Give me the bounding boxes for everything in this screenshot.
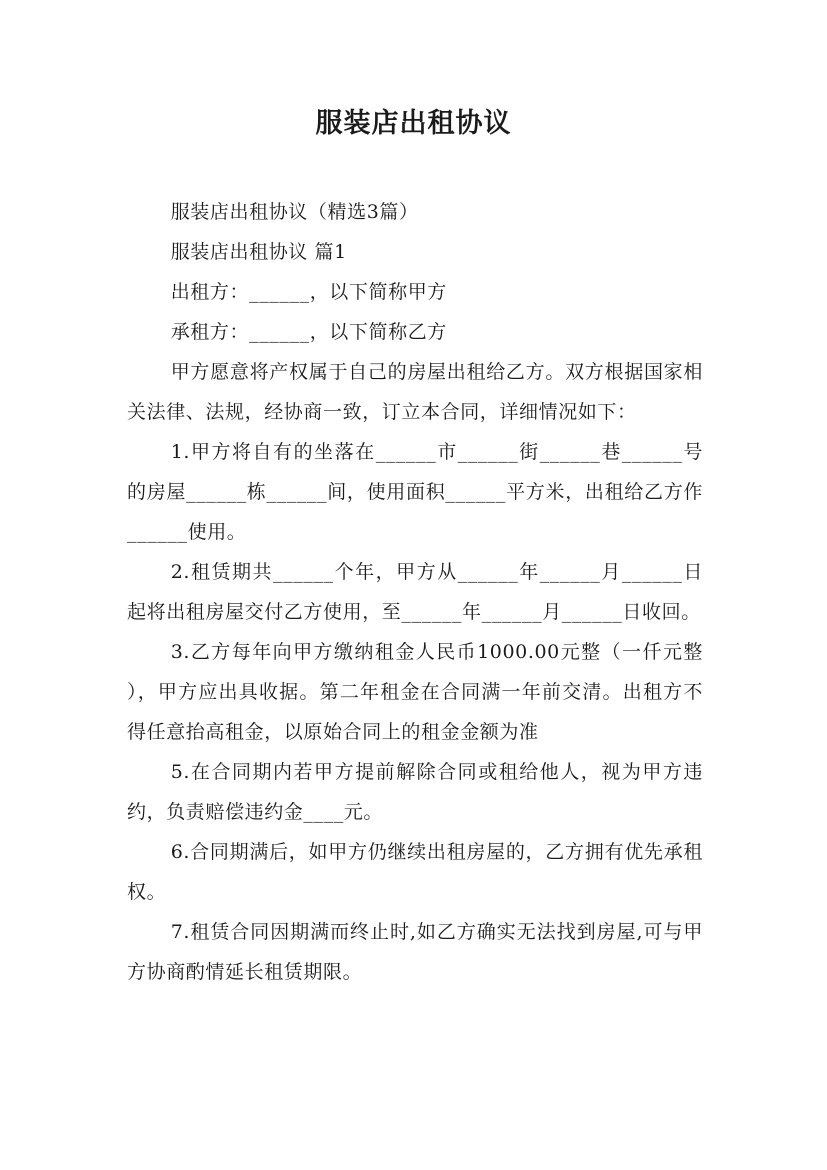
document-body <box>127 192 703 992</box>
lessor-line: 出租方：______，以下简称甲方 <box>170 281 447 303</box>
section-heading: 服装店出租协议 篇1 <box>170 241 347 263</box>
clause-7: 7.租赁合同因期满而终止时,如乙方确实无法找到房屋,可与甲方协商酌情延长租赁期限。 <box>127 921 703 983</box>
document-title: 服装店出租协议 <box>315 108 512 139</box>
intro-paragraph: 甲方愿意将产权属于自己的房屋出租给乙方。双方根据国家相关法律、法规，经协商一致，订立本合同，详细情况如下： <box>127 361 703 423</box>
clause-3: 3.乙方每年向甲方缴纳租金人民币1000.00元整（一仟元整 ），甲方应出具收据。第二年租金在合同满一年前交清。出租方不得任意抬高租金，以原始合同上的租金金额为准 <box>127 641 703 743</box>
clause-1: 1.甲方将自有的坐落在______市______街______巷______号的房屋______栋______间，使用面积______平方米，出租给乙方作______使用。 <box>127 441 703 543</box>
clause-5: 5.在合同期内若甲方提前解除合同或租给他人，视为甲方违约，负责赔偿违约金____元。 <box>127 761 703 823</box>
lessee-line: 承租方：______，以下简称乙方 <box>170 321 447 343</box>
clause-6: 6.合同期满后，如甲方仍继续出租房屋的，乙方拥有优先承租权。 <box>127 841 703 903</box>
clause-2: 2.租赁期共______个年，甲方从______年______月______日起将出租房屋交付乙方使用，至______年______月______日收回。 <box>127 561 703 623</box>
subtitle-paragraph: 服装店出租协议（精选3篇） <box>170 201 419 223</box>
